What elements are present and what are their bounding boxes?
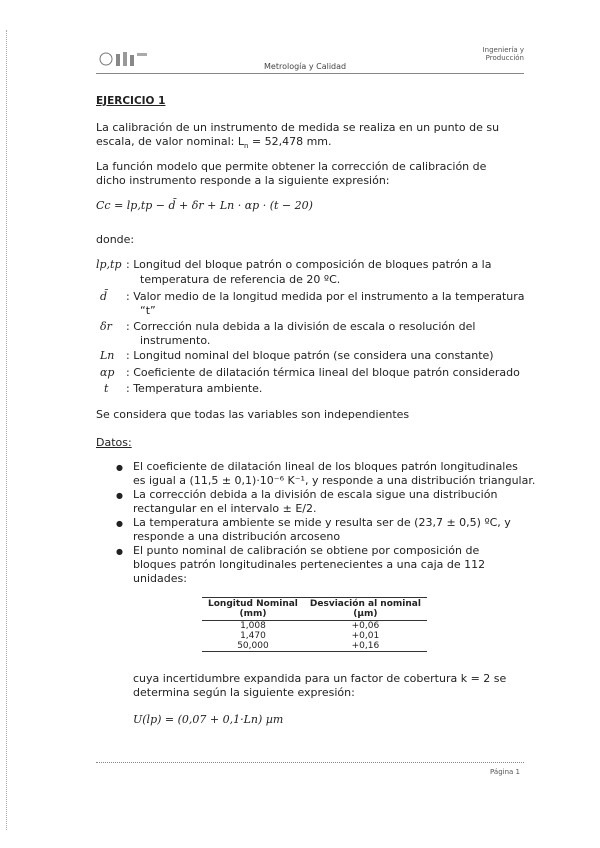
- bullet-4-line-1: El punto nominal de calibración se obtiene por composición de: [133, 544, 480, 557]
- def-line-6: : Temperatura ambiente.: [126, 382, 263, 395]
- table-cell: 1,008: [240, 621, 266, 631]
- table-cell: 50,000: [202, 641, 304, 652]
- bullet-3-line-2: responde a una distribución arcoseno: [133, 530, 341, 543]
- table-cell: +0,01: [351, 631, 380, 641]
- university-logo-icon: [96, 46, 156, 72]
- model-line-2: dicho instrumento responde a la siguiente expresión:: [96, 174, 390, 187]
- header-title: Metrología y Calidad: [264, 62, 347, 71]
- bullet-1-line-2: es igual a (11,5 ± 0,1)·10⁻⁶ K⁻¹, y responde a una distribución triangular.: [133, 474, 536, 487]
- department-logo: Ingeniería y Producción: [482, 46, 524, 62]
- bullet-2-line-1: La corrección debida a la división de escala sigue una distribución: [133, 488, 498, 501]
- uncertainty-formula: U(lp) = (0,07 + 0,1·Ln) µm: [133, 713, 284, 726]
- bullet-2-line-2: rectangular en el intervalo ± E/2.: [133, 502, 317, 515]
- table-row: [202, 631, 427, 641]
- table-cell: 1,470: [240, 631, 266, 641]
- bullet-1-icon: ●: [116, 463, 123, 472]
- uncertainty-line-2: determina según la siguiente expresión:: [133, 686, 355, 699]
- def-line-3a: : Corrección nula debida a la división de escala o resolución del: [126, 320, 476, 333]
- table-row: [202, 621, 427, 632]
- table-row: [202, 641, 427, 652]
- datos-heading: Datos:: [96, 436, 132, 449]
- def-line-5: : Coeficiente de dilatación térmica lineal del bloque patrón considerado: [126, 366, 520, 379]
- table-cell: +0,06: [351, 621, 380, 631]
- gauge-block-table: [202, 597, 427, 652]
- intro-line-2: escala, de valor nominal: $L_n = 52,478$ mm.: [96, 135, 332, 151]
- bullet-4-line-3: unidades:: [133, 572, 187, 585]
- independence-note: Se considera que todas las variables son independientes: [96, 408, 410, 421]
- bullet-1-line-1: El coeficiente de dilatación lineal de los bloques patrón longitudinales: [133, 460, 518, 473]
- bullet-3-line-1: La temperatura ambiente se mide y resulta ser de (23,7 ± 0,5) ºC, y: [133, 516, 511, 529]
- bullet-4-line-2: bloques patrón longitudinales pertenecientes a una caja de 112: [133, 558, 486, 571]
- model-equation: Cc = lp,tp − d̄ + δr + Ln · αp · (t − 20): [96, 199, 313, 212]
- def-line-1b: temperatura de referencia de 20 ºC.: [140, 273, 341, 286]
- def-line-2a: : Valor medio de la longitud medida por el instrumento a la temperatura: [126, 290, 525, 303]
- table-cell: +0,16: [304, 641, 427, 652]
- def-sym-1: lp,tp: [96, 258, 122, 271]
- def-line-2b: “t”: [140, 304, 156, 317]
- def-line-4: : Longitud nominal del bloque patrón (se considera una constante): [126, 349, 494, 362]
- footer-divider: [96, 762, 524, 763]
- def-sym-3: δr: [100, 320, 112, 333]
- table-header-nominal: Longitud Nominal (mm): [202, 598, 304, 621]
- exercise-heading: EJERCICIO 1: [96, 95, 166, 107]
- page-header: [96, 44, 524, 78]
- def-line-3b: instrumento.: [140, 334, 211, 347]
- intro-line-1: La calibración de un instrumento de medida se realiza en un punto de su: [96, 121, 500, 134]
- table-header-deviation: Desviación al nominal (µm): [304, 598, 427, 621]
- def-sym-6: t: [104, 382, 109, 395]
- def-line-1a: : Longitud del bloque patrón o composición de bloques patrón a la: [126, 258, 492, 271]
- model-line-1: La función modelo que permite obtener la corrección de calibración de: [96, 160, 487, 173]
- bullet-3-icon: ●: [116, 519, 123, 528]
- binding-margin: [6, 30, 11, 830]
- def-sym-5: αp: [100, 366, 115, 379]
- uncertainty-line-1: cuya incertidumbre expandida para un factor de cobertura k = 2 se: [133, 672, 507, 685]
- donde-label: donde:: [96, 233, 135, 246]
- page-number: Página 1: [490, 768, 520, 776]
- def-sym-4: Ln: [100, 349, 115, 362]
- bullet-4-icon: ●: [116, 547, 123, 556]
- header-divider: [96, 73, 524, 74]
- def-sym-2: d̄: [100, 290, 108, 303]
- bullet-2-icon: ●: [116, 491, 123, 500]
